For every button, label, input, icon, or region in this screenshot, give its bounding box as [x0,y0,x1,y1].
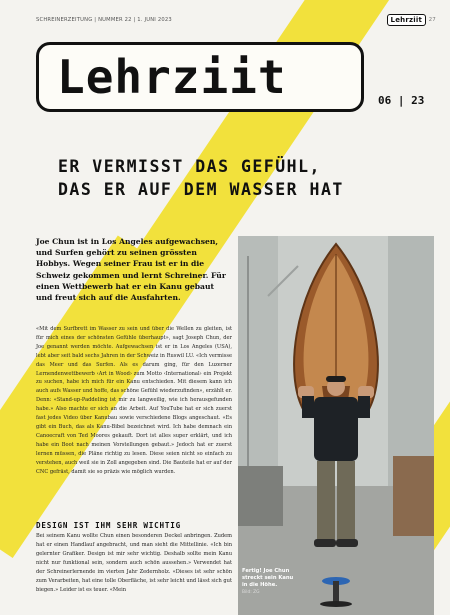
caption-text: Fertig! Joe Chun streckt sein Kanu in die Höhe. [242,568,294,588]
photo-caption [242,568,300,596]
article-headline [58,155,438,201]
article-lead: Joe Chun ist in Los Angeles aufgewachsen, und Surfen gehört zu seinen grössten Hobbys. Wegen seiner Frau ist er in die Schweiz gekommen und lernt Schreiner. Für einen Wettbewerb hat er ein Kanu gebaut und freut sich auf die Ausfahrten. [36,237,226,303]
photo-credit: Bild: ZG [242,590,260,595]
headline-line-2: DAS ER AUF DEM WASSER HAT [58,180,344,199]
masthead-logo [36,42,364,112]
article-body-paragraph-2: Bei seinem Kanu wollte Chun einen besonderen Deckel anbringen. Zudem hat er einen Handlauf angebracht, und man sieht die Mittellinie. «Ich bin gelernter Grafiker. Design ist mir sehr wichtig. Deshalb sollte mein Kanu nicht nur funktional sein, sondern auch schön aussehen.» Verwendet hat der Schreinerlernende im vierten Jahr Zedernholz. «Dieses ist sehr schön zum Verarbeiten, hat eine tolle Oberfläche, ist sehr leicht und lässt sich gut biegen.» Leider ist es teuer. «Mein [36,533,232,593]
running-header [36,14,436,28]
workshop-illustration [238,236,434,615]
issue-number: 06 | 23 [378,94,425,107]
page-number: 27 [428,17,436,23]
article-subheading: DESIGN IST IHM SEHR WICHTIG [36,521,182,530]
publication-meta: SCHREINERZEITUNG | NUMMER 22 | 1. JUNI 2023 [36,17,172,23]
brand-tag: Lehrziit [387,14,426,26]
headline-line-1: ER VERMISST DAS GEFÜHL, [58,157,321,176]
article-body-paragraph: «Mit dem Surfbrett im Wasser zu sein und über die Wellen zu gleiten, ist für mich eines der schönsten Gefühle überhaupt», sagt Joseph Chun, der Joe genannt werden möchte. Aufgewachsen ist er in Los Angeles (USA), lebt aber seit bald sechs Jahren in der Schweiz in Ruswil LU. «Ich vermisse das Meer und das Surfen. Als es darum ging, für den Luzerner Lernendenwettbewerb ‹Art in Wood› zum Motto ‹International› ein Projekt zu suchen, habe ich mich für ein Kanu entschieden. Mit diesem kann ich auch aufs Wasser und hoffe, das schöne Gefühl wiederzufinden», erzählt er. Denn: «Stand-up-Paddeling ist mir zu langweilig, wie ich herausgefunden habe.» Also machte er sich an die Arbeit. Auf YouTube hat er sich zuerst fast jedes Video über Kanubau sowie verschiedene Blogs angeschaut. «Es gibt ein Buch, das als Kanu-Bibel bezeichnet wird. Ich habe demnach ein Canoecraft von Ted Moores gekauft. Dort ist alles super erklärt, und ich habe ein Boot nach meinen Vorstellungen gebaut.» Jedoch hat er zuerst lernen müssen, die Pläne richtig zu lesen. Diese seien nicht so einfach zu verstehen, auch weil sie in Zoll angegeben sind. Die Bauteile hat er auf der CNC gefräst, damit sie so präzis wie möglich wurden. [36,326,232,475]
article-photo [238,236,434,615]
logo-text: Lehrziit [57,50,287,104]
